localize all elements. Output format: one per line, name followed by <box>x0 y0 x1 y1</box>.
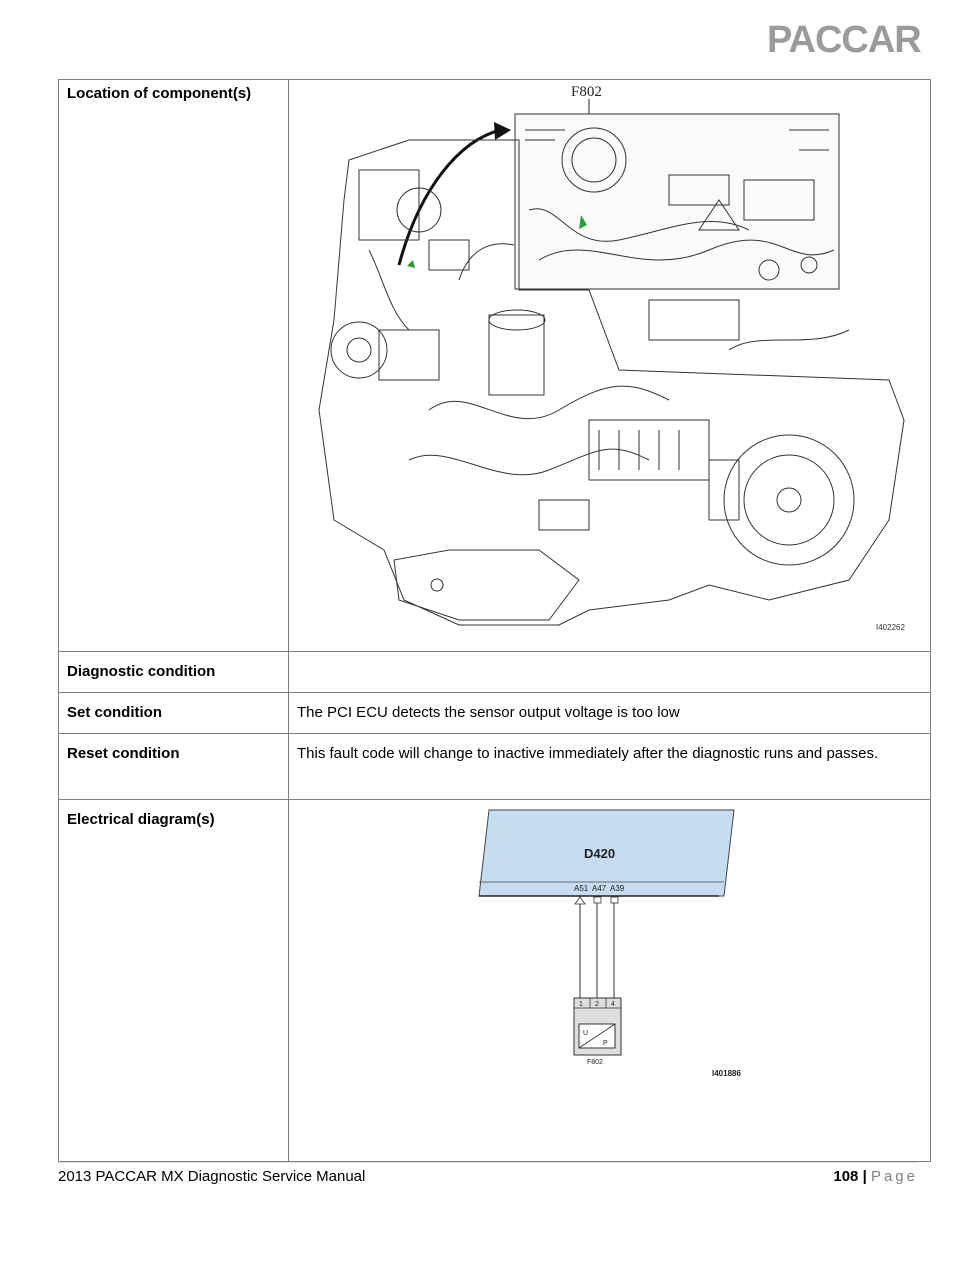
row-label: Electrical diagram(s) <box>59 800 289 1162</box>
diagnostic-table <box>58 79 931 1162</box>
row-location <box>59 80 931 652</box>
sensor-label: F802 <box>587 1059 603 1066</box>
electrical-diagram <box>289 800 919 1100</box>
row-value: The PCI ECU detects the sensor output voltage is too low <box>289 693 931 734</box>
svg-text:4: 4 <box>611 1001 615 1008</box>
svg-text:U: U <box>583 1030 589 1037</box>
row-label: Diagnostic condition <box>59 652 289 693</box>
figure-ref: I402262 <box>876 623 905 632</box>
footer-page <box>833 1168 918 1185</box>
row-set-condition <box>59 693 931 734</box>
figure-ref: I401886 <box>712 1069 741 1078</box>
row-value <box>289 652 931 693</box>
callout-label: F802 <box>571 84 602 100</box>
row-value: This fault code will change to inactive immediately after the diagnostic runs and passes. <box>289 734 931 800</box>
module-label: D420 <box>584 846 616 861</box>
pin-label: A47 <box>592 884 607 893</box>
footer-title: 2013 PACCAR MX Diagnostic Service Manual <box>58 1168 366 1185</box>
engine-illustration <box>289 80 919 640</box>
svg-text:1: 1 <box>579 1001 583 1008</box>
svg-text:2: 2 <box>595 1001 599 1008</box>
page-separator: | <box>862 1168 867 1185</box>
row-label: Set condition <box>59 693 289 734</box>
row-reset-condition <box>59 734 931 800</box>
detail-inset <box>515 114 839 289</box>
page-footer <box>58 1162 918 1185</box>
page-number: 108 <box>833 1168 859 1185</box>
svg-text:P: P <box>603 1040 608 1047</box>
engine-figure-cell <box>289 80 931 652</box>
row-label: Reset condition <box>59 734 289 800</box>
page-word: Page <box>870 1168 918 1185</box>
pin-label: A39 <box>610 884 625 893</box>
pin-label: A51 <box>574 884 589 893</box>
row-diagnostic-condition <box>59 652 931 693</box>
row-label: Location of component(s) <box>59 80 289 652</box>
electrical-diagram-cell <box>289 800 931 1162</box>
row-electrical-diagram <box>59 800 931 1162</box>
paccar-logo <box>765 16 925 60</box>
svg-text:PACCAR: PACCAR <box>767 19 921 60</box>
